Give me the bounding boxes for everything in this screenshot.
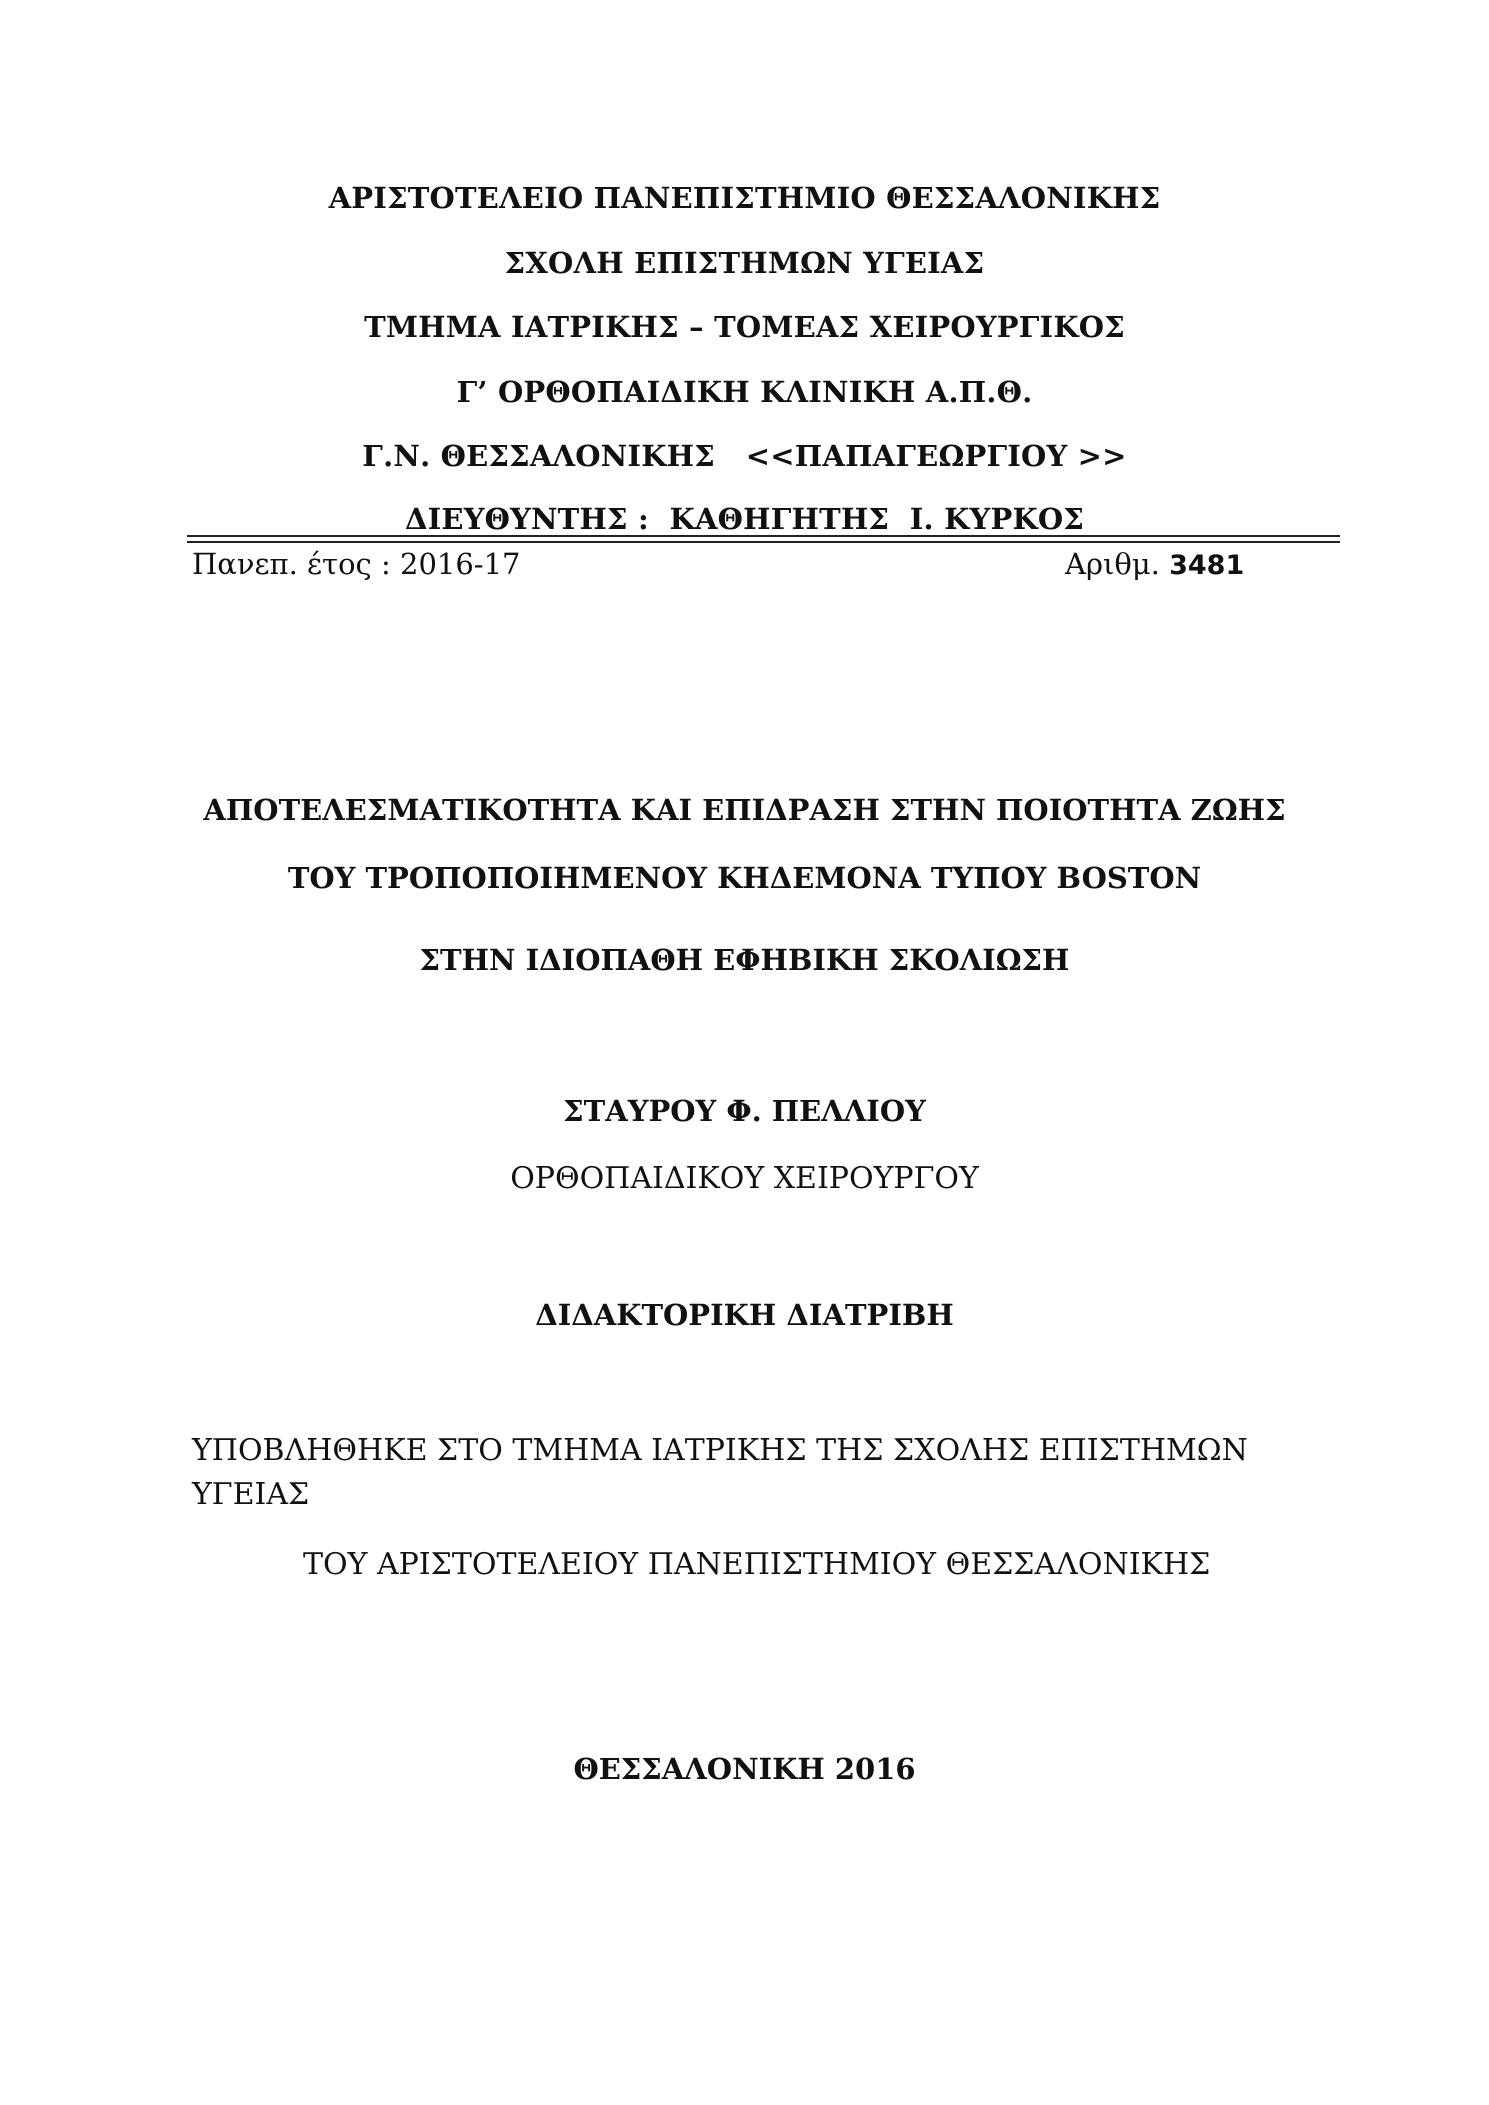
director-line: ΔΙΕΥΘΥΝΤΗΣ : ΚΑΘΗΓΗΤΗΣ Ι. ΚΥΡΚΟΣ [404,502,1085,536]
header-rule-bottom [187,541,1340,543]
submission-line-1: ΥΠΟΒΛΗΘΗΚΕ ΣΤΟ ΤΜΗΜΑ ΙΑΤΡΙΚΗΣ ΤΗΣ ΣΧΟΛΗΣ ΕΠΙΣΤΗΜΩΝ [192,1433,1248,1468]
thesis-title-line-3: ΣΤΗΝ ΙΔΙΟΠΑΘΗ ΕΦΗΒΙΚΗ ΣΚΟΛΙΩΣΗ [419,943,1070,977]
thesis-title-line-1: ΑΠΟΤΕΛΕΣΜΑΤΙΚΟΤΗΤΑ ΚΑΙ ΕΠΙΔΡΑΣΗ ΣΤΗΝ ΠΟΙΟΤΗΤΑ ΖΩΗΣ [203,793,1286,827]
place-and-year: ΘΕΣΣΑΛΟΝΙΚΗ 2016 [573,1752,916,1786]
clinic-name: Γ’ ΟΡΘΟΠΑΙΔΙΚΗ ΚΛΙΝΙΚΗ Α.Π.Θ. [456,375,1033,409]
school-name: ΣΧΟΛΗ ΕΠΙΣΤΗΜΩΝ ΥΓΕΙΑΣ [504,246,985,280]
submission-line-3: ΤΟΥ ΑΡΙΣΤΟΤΕΛΕΙΟΥ ΠΑΝΕΠΙΣΤΗΜΙΟΥ ΘΕΣΣΑΛΟΝΙΚΗΣ [303,1547,1211,1582]
registration-number [1065,546,1244,584]
university-name: ΑΡΙΣΤΟΤΕΛΕΙΟ ΠΑΝΕΠΙΣΤΗΜΙΟ ΘΕΣΣΑΛΟΝΙΚΗΣ [328,181,1161,215]
submission-line-2: ΥΓΕΙΑΣ [192,1477,310,1512]
header-rule-top [187,535,1340,537]
registration-number-label: Αριθμ. [1065,547,1170,581]
registration-number-value: 3481 [1169,550,1245,581]
academic-year: Πανεπ. έτος : 2016-17 [192,547,521,581]
document-type: ΔΙΔΑΚΤΟΡΙΚΗ ΔΙΑΤΡΙΒΗ [535,1298,954,1332]
department-name: ΤΜΗΜΑ ΙΑΤΡΙΚΗΣ – ΤΟΜΕΑΣ ΧΕΙΡΟΥΡΓΙΚΟΣ [364,310,1125,344]
author-name: ΣΤΑΥΡΟΥ Φ. ΠΕΛΛΙΟΥ [563,1094,926,1128]
author-role: ΟΡΘΟΠΑΙΔΙΚΟΥ ΧΕΙΡΟΥΡΓΟΥ [510,1161,979,1196]
hospital-name: Γ.Ν. ΘΕΣΣΑΛΟΝΙΚΗΣ <<ΠΑΠΑΓΕΩΡΓΙΟΥ >> [362,439,1127,473]
thesis-title-line-2: ΤΟΥ ΤΡΟΠΟΠΟΙΗΜΕΝΟΥ ΚΗΔΕΜΟΝΑ ΤΥΠΟΥ BOSTON [287,861,1202,895]
